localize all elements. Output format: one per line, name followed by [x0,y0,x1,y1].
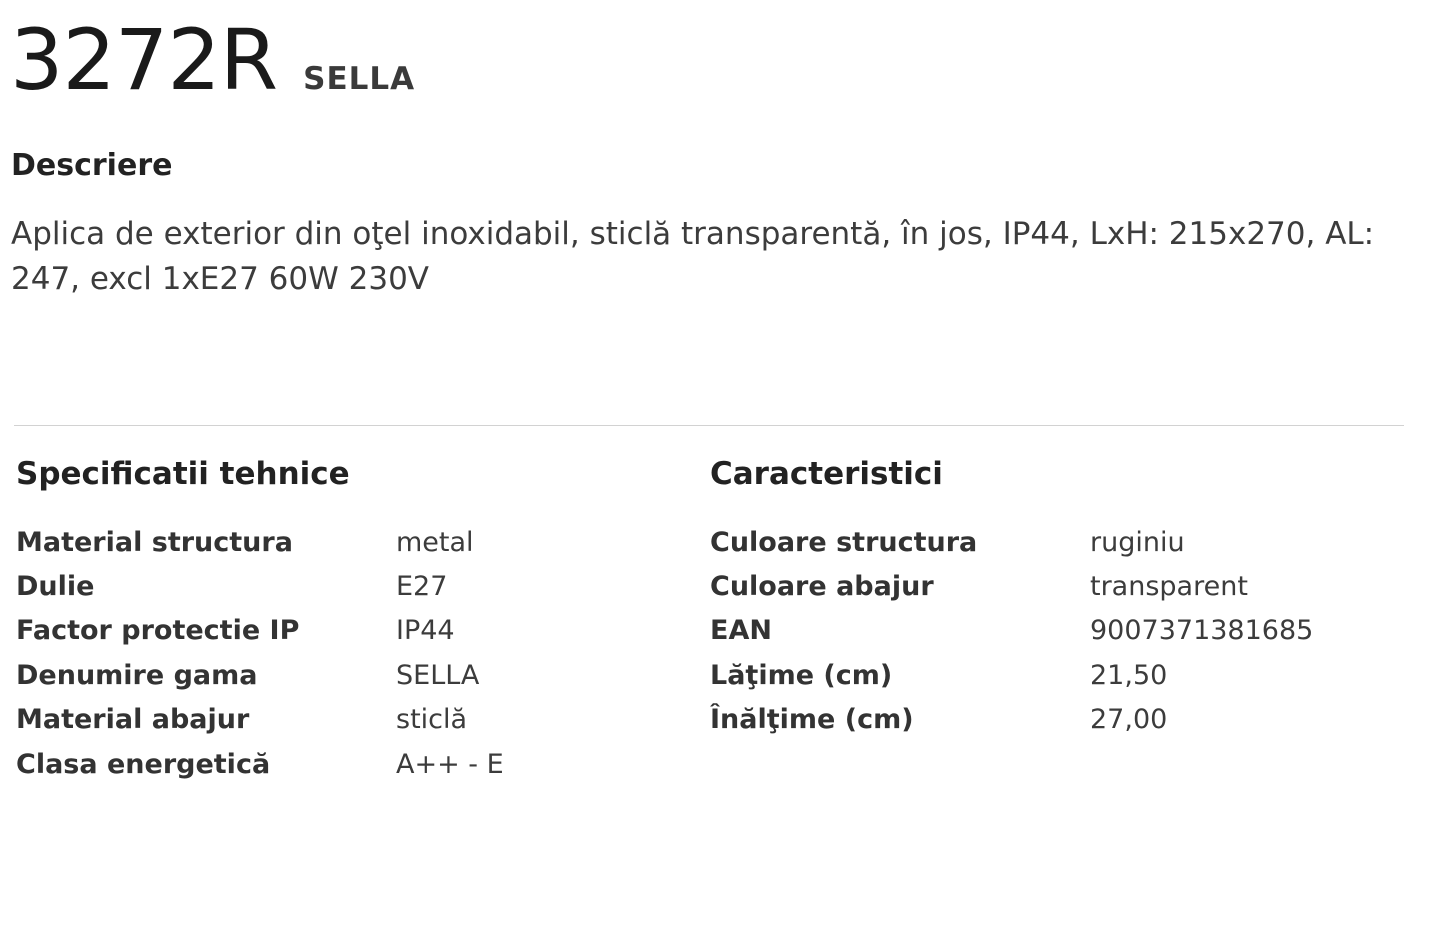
characteristic-value: 9007371381685 [1090,615,1314,647]
spec-row [16,564,504,608]
product-header [10,11,416,109]
spec-row [16,653,504,697]
spec-row [16,609,504,653]
spec-row [16,742,504,786]
characteristic-value: 21,50 [1090,659,1168,691]
spec-value: E27 [396,571,448,603]
section-divider [14,425,1404,426]
characteristic-row [710,564,1313,608]
characteristic-row [710,609,1313,653]
characteristic-value: ruginiu [1090,526,1185,558]
spec-label: Factor protectie IP [16,615,300,647]
description-heading: Descriere [11,148,173,183]
technical-specs-section [16,455,504,786]
characteristic-row [710,520,1313,564]
spec-value: metal [396,526,474,558]
characteristic-label: Culoare structura [710,526,978,558]
characteristic-value: transparent [1090,571,1248,603]
characteristic-label: Lăţime (cm) [710,659,893,691]
product-family: SELLA [303,61,416,97]
spec-row [16,520,504,564]
characteristic-row [710,653,1313,697]
spec-label: Material structura [16,526,293,558]
characteristic-label: Înălţime (cm) [710,704,914,736]
spec-label: Material abajur [16,704,250,736]
spec-value: A++ - E [396,748,504,780]
description-text: Aplica de exterior din oţel inoxidabil, sticlă transparentă, în jos, IP44, LxH: 215x270, AL: 247, excl 1xE27 60W 230V [11,216,1375,297]
spec-value: sticlă [396,704,468,736]
spec-row [16,698,504,742]
spec-label: Clasa energetică [16,748,271,780]
characteristics-title: Caracteristici [710,456,943,492]
spec-label: Denumire gama [16,659,258,691]
characteristic-label: Culoare abajur [710,571,934,603]
product-code: 3272R [10,11,278,109]
spec-value: SELLA [396,659,480,691]
characteristic-value: 27,00 [1090,704,1168,736]
spec-value: IP44 [396,615,455,647]
characteristics-section [710,455,1313,742]
spec-label: Dulie [16,571,95,603]
technical-specs-title: Specificatii tehnice [16,456,350,492]
characteristic-label: EAN [710,615,772,647]
characteristic-row [710,698,1313,742]
